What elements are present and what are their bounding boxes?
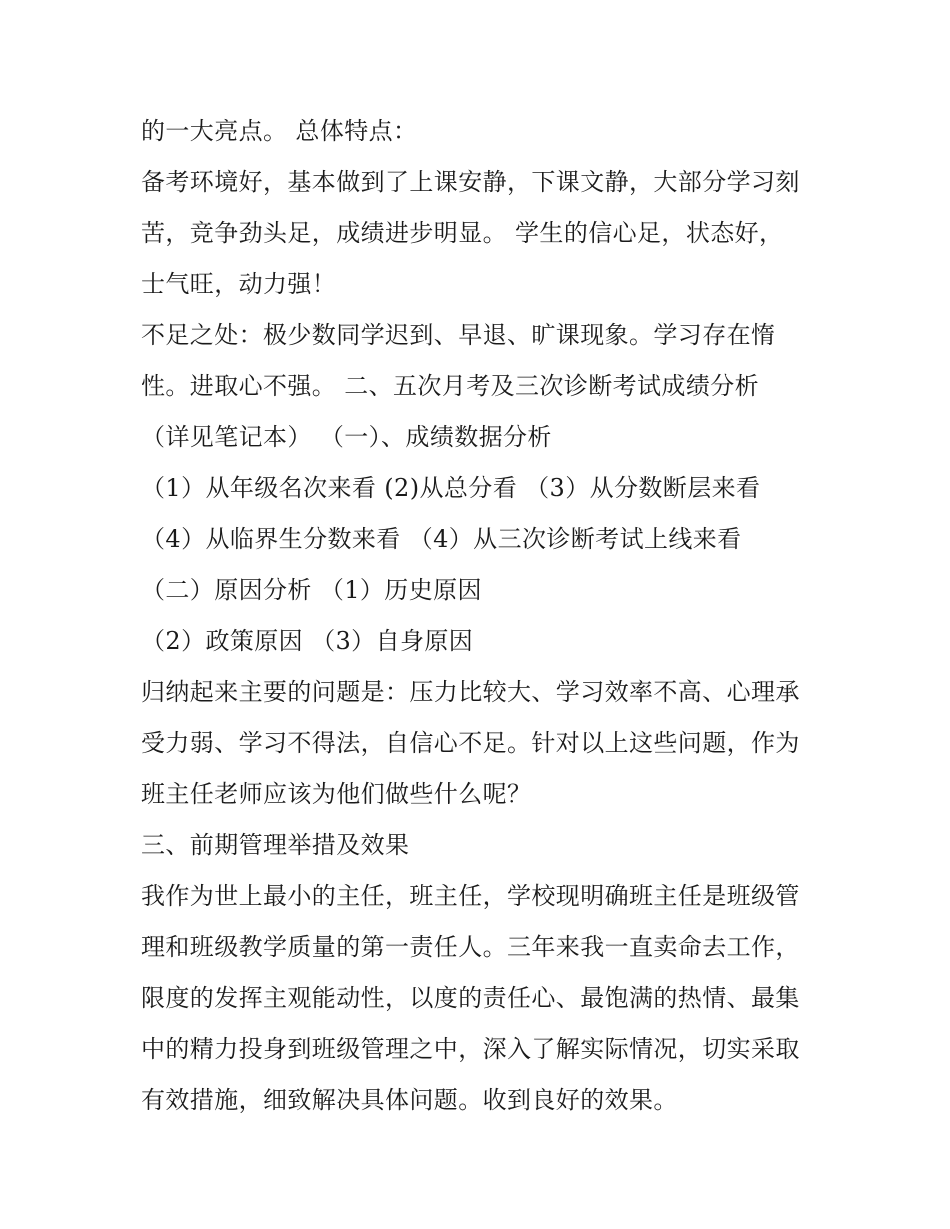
text-line: （4）从临界生分数来看 （4）从三次诊断考试上线来看 <box>141 525 742 553</box>
text-line: 苦，竞争劲头足，成绩进步明显。 学生的信心足，状态好， <box>141 219 784 247</box>
text-line: 理和班级教学质量的第一责任人。三年来我一直卖命去工作， <box>141 933 800 961</box>
text-line: （详见笔记本） （一）、成绩数据分析 <box>141 423 552 451</box>
text-line: 的一大亮点。 总体特点： <box>141 117 418 145</box>
document-body <box>141 106 831 1126</box>
text-line: 备考环境好，基本做到了上课安静，下课文静，大部分学习刻 <box>141 168 800 196</box>
text-line: 士气旺，动力强！ <box>141 270 337 298</box>
text-line: （1）从年级名次来看 (2)从总分看 （3）从分数断层来看 <box>141 474 761 502</box>
text-line: 我作为世上最小的主任，班主任，学校现明确班主任是班级管 <box>141 882 800 910</box>
text-line: （2）政策原因 （3）自身原因 <box>141 627 474 655</box>
text-line: （二）原因分析 （1）历史原因 <box>141 576 482 604</box>
text-line: 有效措施，细致解决具体问题。收到良好的效果。 <box>141 1086 678 1114</box>
section-heading: 三、前期管理举措及效果 <box>141 831 410 859</box>
text-line: 性。进取心不强。 二、五次月考及三次诊断考试成绩分析 <box>141 372 760 400</box>
text-line: 中的精力投身到班级管理之中，深入了解实际情况，切实采取 <box>141 1035 800 1063</box>
text-line: 归纳起来主要的问题是：压力比较大、学习效率不高、心理承 <box>141 678 800 706</box>
text-line: 不足之处：极少数同学迟到、早退、旷课现象。学习存在惰 <box>141 321 776 349</box>
text-line: 受力弱、学习不得法，自信心不足。针对以上这些问题，作为 <box>141 729 800 757</box>
text-line: 班主任老师应该为他们做些什么呢？ <box>141 780 532 808</box>
text-line: 限度的发挥主观能动性，以度的责任心、最饱满的热情、最集 <box>141 984 800 1012</box>
